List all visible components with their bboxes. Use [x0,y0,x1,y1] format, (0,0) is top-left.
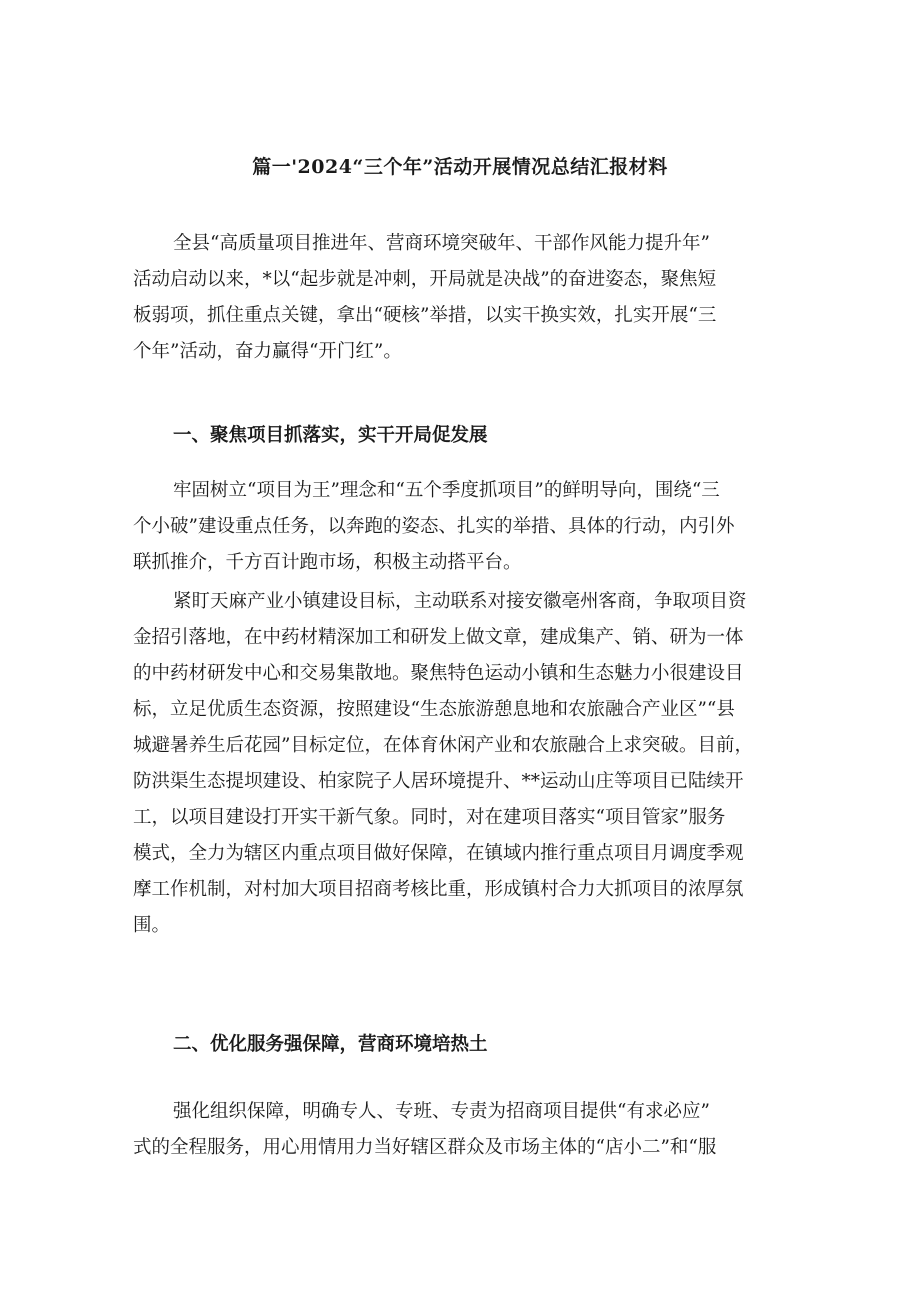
intro-paragraph [133,226,798,370]
paragraph-line: 板弱项，抓住重点关键，拿出“硬核”举措，以实干换实效，扎实开展“三 [133,305,717,326]
document-title: 篇一'2024“三个年”活动开展情况总结汇报材料 [252,156,668,178]
paragraph-line: 式的全程服务，用心用情用力当好辖区群众及市场主体的“店小二”和“服 [133,1137,717,1158]
paragraph-line: 的中药材研发中心和交易集散地。聚焦特色运动小镇和生态魅力小很建设目 [133,663,744,684]
section2-paragraph-1 [133,1094,798,1166]
paragraph-line: 紧盯天麻产业小镇建设目标，主动联系对接安徽亳州客商，争取项目资 [173,591,747,612]
paragraph-line: 个年”活动，奋力赢得“开门红”。 [133,341,402,362]
paragraph-line: 全县“高质量项目推进年、营商环境突破年、干部作风能力提升年” [173,233,710,254]
paragraph-line: 强化组织保障，明确专人、专班、专责为招商项目提供“有求必应” [173,1101,710,1122]
section1-paragraph-1 [133,473,798,581]
section-heading-2: 二、优化服务强保障，营商环境培热土 [173,1034,488,1055]
paragraph-line: 摩工作机制，对村加大项目招商考核比重，形成镇村合力大抓项目的浓厚氛 [133,879,744,900]
section1-paragraph-2 [133,584,798,944]
paragraph-line: 城避暑养生后花园”目标定位，在体育休闲产业和农旅融合上求突破。目前， [133,735,753,756]
section-heading-1: 一、聚焦项目抓落实，实干开局促发展 [173,425,488,446]
paragraph-line: 个小破”建设重点任务，以奔跑的姿态、扎实的举措、具体的行动，内引外 [133,516,735,537]
paragraph-line: 模式，全力为辖区内重点项目做好保障，在镇域内推行重点项目月调度季观 [133,843,744,864]
paragraph-line: 工，以项目建设打开实干新气象。同时，对在建项目落实“项目管家”服务 [133,807,726,828]
paragraph-line: 金招引落地，在中药材精深加工和研发上做文章，建成集产、销、研为一体 [133,627,744,648]
paragraph-line: 围。 [133,915,171,936]
paragraph-line: 标，立足优质生态资源，按照建设“生态旅游憩息地和农旅融合产业区”“县 [133,699,735,720]
paragraph-line: 联抓推介，千方百计跑市场，积极主动搭平台。 [133,552,522,573]
paragraph-line: 牢固树立“项目为王”理念和“五个季度抓项目”的鲜明导向，围绕“三 [173,480,720,501]
paragraph-line: 防洪渠生态提坝建设、柏家院子人居环境提升、**运动山庄等项目已陆续开 [133,771,744,792]
paragraph-line: 活动启动以来，*以“起步就是冲刺，开局就是决战”的奋进姿态，聚焦短 [133,269,717,290]
